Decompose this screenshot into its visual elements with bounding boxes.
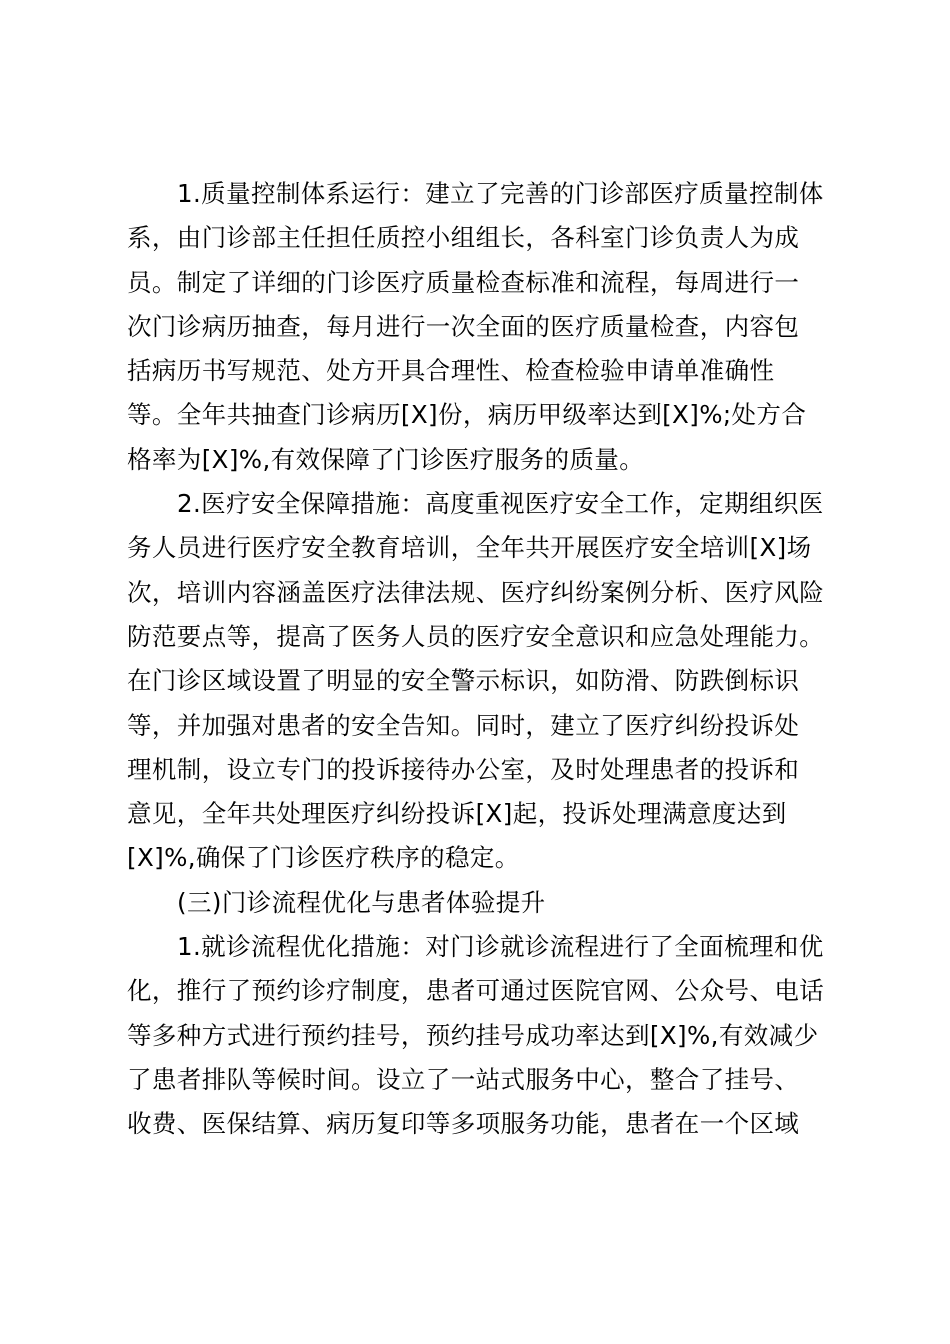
text-line: 括病历书写规范、处方开具合理性、检查检验申请单准确性 (127, 356, 775, 386)
text-line: 2.医疗安全保障措施：高度重视医疗安全工作，定期组织医 (177, 489, 824, 519)
text-line: 系，由门诊部主任担任质控小组组长，各科室门诊负责人为成 (127, 223, 800, 253)
text-line: [X]%,确保了门诊医疗秩序的稳定。 (127, 843, 520, 873)
text-line: 务人员进行医疗安全教育培训，全年共开展医疗安全培训[X]场 (127, 533, 812, 563)
text-line: 了患者排队等候时间。设立了一站式服务中心，整合了挂号、 (127, 1064, 800, 1094)
text-line: 1.质量控制体系运行：建立了完善的门诊部医疗质量控制体 (177, 179, 824, 208)
text-line: 意见，全年共处理医疗纠纷投诉[X]起，投诉处理满意度达到 (127, 799, 787, 829)
paragraph-quality-control (127, 172, 824, 482)
paragraph-medical-safety (127, 482, 825, 881)
paragraph-process-optimization (127, 925, 825, 1146)
text-line: 员。制定了详细的门诊医疗质量检查标准和流程，每周进行一 (127, 267, 800, 297)
section-heading-text: (三)门诊流程优化与患者体验提升 (177, 887, 546, 917)
text-line: 次，培训内容涵盖医疗法律法规、医疗纠纷案例分析、医疗风险 (127, 577, 825, 607)
text-line: 等。全年共抽查门诊病历[X]份，病历甲级率达到[X]%;处方合 (127, 400, 807, 430)
text-line: 化，推行了预约诊疗制度，患者可通过医院官网、公众号、电话 (127, 976, 825, 1006)
text-line: 防范要点等，提高了医务人员的医疗安全意识和应急处理能力。 (127, 621, 825, 651)
text-line: 在门诊区域设置了明显的安全警示标识，如防滑、防跌倒标识 (127, 666, 800, 696)
text-line: 1.就诊流程优化措施：对门诊就诊流程进行了全面梳理和优 (177, 932, 824, 962)
text-line: 格率为[X]%,有效保障了门诊医疗服务的质量。 (127, 444, 645, 474)
text-line: 等，并加强对患者的安全告知。同时，建立了医疗纠纷投诉处 (127, 710, 800, 740)
document-page (127, 172, 825, 1147)
text-line: 收费、医保结算、病历复印等多项服务功能，患者在一个区域 (127, 1109, 800, 1139)
text-line: 理机制，设立专门的投诉接待办公室，及时处理患者的投诉和 (127, 754, 800, 784)
text-line: 等多种方式进行预约挂号，预约挂号成功率达到[X]%,有效减少 (127, 1020, 819, 1050)
text-line: 次门诊病历抽查，每月进行一次全面的医疗质量检查，内容包 (127, 311, 800, 341)
section-heading (127, 881, 821, 925)
